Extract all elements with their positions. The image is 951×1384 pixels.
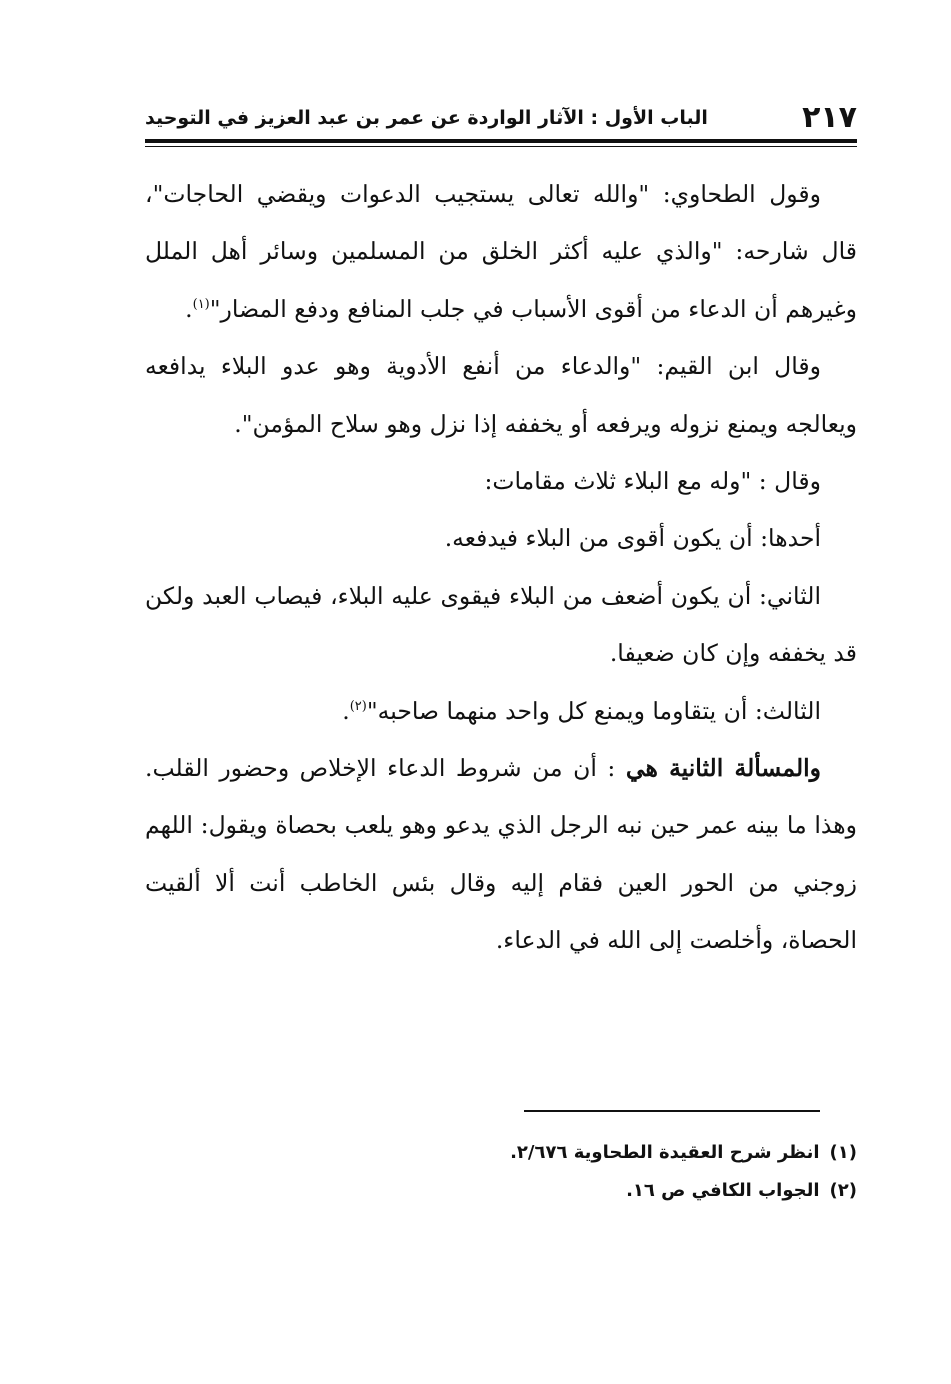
paragraph-text: : أن من شروط الدعاء الإخلاص وحضور القلب. وهذا ما بينه عمر حين نبه الرجل الذي يدعو وهو يلعب بحصاة ويقول: اللهم زوجني من الحور العين فقام إليه وقال بئس الخاطب أنت ألا ألقيت الحصاة، وأخلصت إلى الله في الدعاء.: [145, 754, 857, 955]
footnote-ref-2: (٢): [349, 698, 367, 714]
footnote-marker: (٢): [829, 1180, 857, 1201]
footnote-1: [400, 1134, 857, 1172]
footnote-marker: (١): [829, 1142, 857, 1163]
paragraph-ibn-qayyim-quote: وقال ابن القيم: "والدعاء من أنفع الأدوية وهو عدو البلاء يدافعه ويعالجه ويمنع نزوله ويرفعه أو يخففه إذا نزل وهو سلاح المؤمن".: [145, 352, 857, 438]
paragraph-tahawi-quote: [145, 166, 857, 338]
header-rule-thick: [145, 139, 857, 143]
paragraph-second-issue: [145, 740, 857, 970]
footnote-text: الجواب الكافي ص ١٦.: [626, 1180, 820, 1201]
paragraph-three-stations: وقال : "وله مع البلاء ثلاث مقامات:: [484, 467, 821, 496]
paragraph-end: .: [185, 294, 193, 323]
header-rule-thin: [145, 146, 857, 147]
paragraph-second-station: الثاني: أن يكون أضعف من البلاء فيقوى عليه البلاء، فيصاب العبد ولكن قد يخففه وإن كان ضعيفا.: [145, 581, 857, 668]
paragraph-text: وقول الطحاوي: "والله تعالى يستجيب الدعوات ويقضي الحاجات"، قال شارحه: "والذي عليه أكثر الخلق من المسلمين وسائر أهل الملل وغيرهم أن الدعاء من أقوى الأسباب في جلب المنافع ودفع المضار": [145, 180, 857, 323]
paragraph-text: الثالث: أن يتقاوما ويمنع كل واحد منهما صاحبه": [366, 696, 821, 725]
page-header: [145, 98, 857, 138]
running-title: الباب الأول : الآثار الواردة عن عمر بن عبد العزيز في التوحيد: [145, 107, 708, 129]
footnotes: [400, 1134, 857, 1210]
footnote-2: [400, 1172, 857, 1210]
body-text: [145, 166, 857, 970]
paragraph-end: .: [342, 696, 350, 725]
footnote-text: انظر شرح العقيدة الطحاوية ٢/٦٧٦.: [510, 1142, 820, 1163]
page-number: ٢١٧: [802, 100, 857, 135]
paragraph-first-station: أحدها: أن يكون أقوى من البلاء فيدفعه.: [444, 524, 821, 553]
second-issue-heading: والمسألة الثانية هي: [625, 754, 821, 783]
footnote-ref-1: (١): [192, 296, 210, 312]
footnote-separator: [524, 1110, 820, 1112]
paragraph-third-station: [145, 683, 857, 740]
